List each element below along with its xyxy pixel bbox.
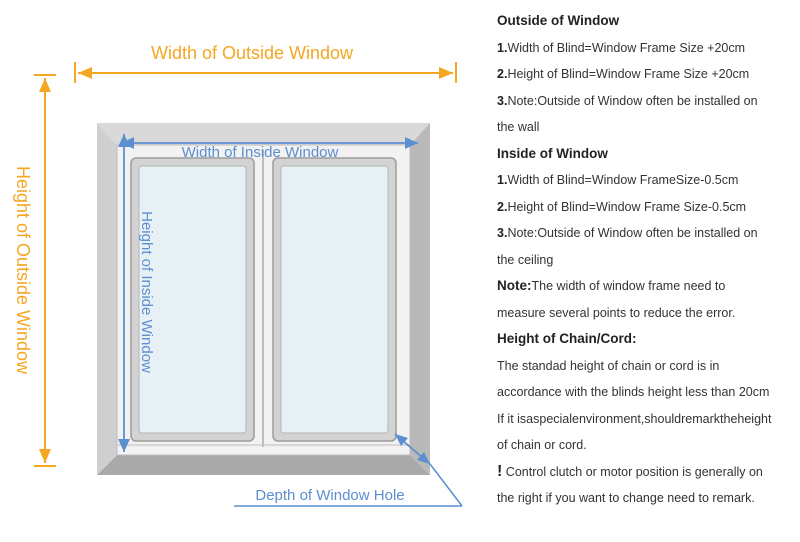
outside-item-2: 2.Height of Blind=Window Frame Size +20cm xyxy=(497,67,750,81)
outside-width-arrow-right xyxy=(439,67,453,79)
inside-width-label: Width of Inside Window xyxy=(181,144,339,161)
instructions-panel xyxy=(497,8,800,512)
inside-height-label: Height of Inside Window xyxy=(138,211,155,373)
inside-item-2: 2.Height of Blind=Window Frame Size-0.5cm xyxy=(497,199,747,214)
inside-title: Inside of Window xyxy=(497,145,608,161)
frame-top-bevel xyxy=(97,123,430,145)
outside-item-1: 1.Width of Blind=Window Frame Size +20cm xyxy=(497,40,746,55)
outside-item-3: 3.Note:Outside of Window often be installed on xyxy=(497,93,758,108)
inside-item-3-cont: the ceiling xyxy=(497,252,554,267)
outside-height-arrow-bottom xyxy=(39,449,51,463)
chain-line-4: of chain or cord. xyxy=(497,438,587,452)
note-line-cont: measure several points to reduce the error. xyxy=(497,305,736,320)
depth-leader xyxy=(430,464,462,506)
outside-title: Outside of Window xyxy=(497,13,620,28)
outside-height-arrow-top xyxy=(39,78,51,92)
note-label: Note: xyxy=(497,278,532,293)
outside-width-label: Width of Outside Window xyxy=(150,43,354,63)
depth-label: Depth of Window Hole xyxy=(255,487,405,504)
note-line: Note:The width of window frame need to xyxy=(497,278,726,293)
chain-title: Height of Chain/Cord: xyxy=(497,331,637,346)
control-line: ! Control clutch or motor position is generally on xyxy=(497,462,763,480)
frame-left-bevel xyxy=(97,123,117,475)
right-glass xyxy=(281,166,388,433)
outside-width-arrow-left xyxy=(78,67,92,79)
exclamation-icon: ! xyxy=(497,462,503,480)
control-line-cont: the right if you want to change need to remark. xyxy=(497,491,755,505)
outside-height-label: Height of Outside Window xyxy=(13,165,33,375)
chain-line-2: accordance with the blinds height less than 20cm xyxy=(497,385,770,399)
inside-item-3: 3.Note:Outside of Window often be installed on xyxy=(497,226,758,240)
frame-right-bevel xyxy=(410,123,430,475)
chain-line-1: The standad height of chain or cord is in xyxy=(497,358,720,373)
frame-bottom-bevel xyxy=(97,455,430,475)
chain-line-3: If it isaspecialenvironment,shouldremarktheheight xyxy=(497,411,772,426)
outside-item-3-cont: the wall xyxy=(497,120,540,134)
inside-item-1: 1.Width of Blind=Window FrameSize-0.5cm xyxy=(497,173,739,187)
